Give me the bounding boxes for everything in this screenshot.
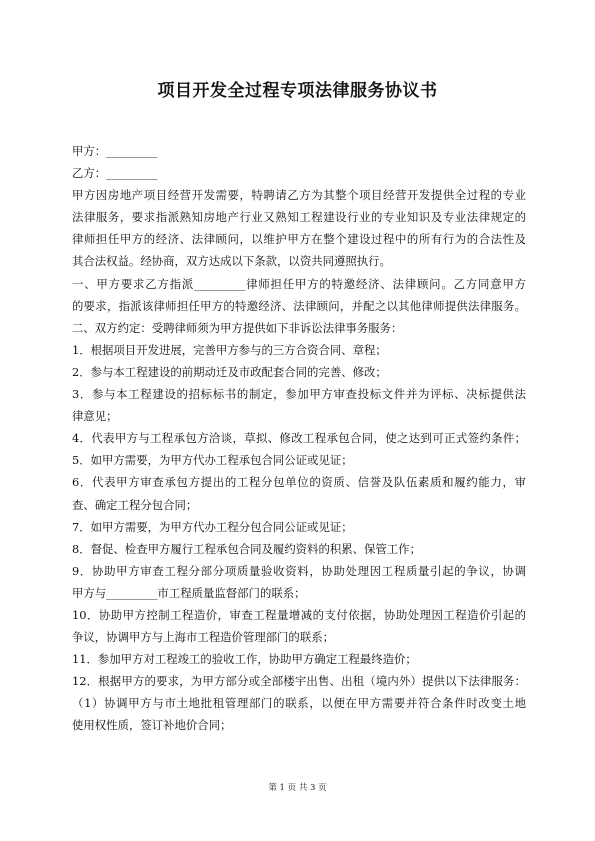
list-item-continuation: 甲方与_________市工程质量监督部门的联系；: [72, 585, 306, 600]
list-item: 4．代表甲方与工程承包方洽谈，草拟、修改工程承包合同，使之达到可正式签约条件；: [72, 431, 526, 446]
list-item-continuation: 争议，协调甲方与上海市工程造价管理部门的联系；: [72, 630, 334, 645]
clause-two-heading: 二、双方约定：受聘律师须为甲方提供如下非诉讼法律事务服务：: [72, 320, 403, 335]
page-footer: 第 1 页 共 3 页: [268, 783, 327, 793]
list-item-continuation: 查、确定工程分包合同；: [72, 497, 198, 512]
document-title: 项目开发全过程专项法律服务协议书: [157, 81, 438, 101]
list-item: 6．代表甲方审查承包方提出的工程分包单位的资质、信誉及队伍素质和履约能力，审: [72, 475, 526, 490]
list-item: 10．协助甲方控制工程造价，审查工程量增减的支付依据，协助处理因工程造价引起的: [72, 607, 526, 622]
body-line: 甲方因房地产项目经营开发需要，特聘请乙方为其整个项目经营开发提供全过程的专业: [72, 188, 526, 203]
list-item: 1．根据项目开发进展，完善甲方参与的三方合资合同、章程；: [72, 342, 387, 357]
clause-one-line: 的要求，指派该律师担任甲方的特邀经济、法律顾问，并配之以其他律师提供法律服务。: [72, 298, 526, 313]
document-body: [72, 140, 526, 737]
body-line: 律师担任甲方的经济、法律顾问，以维护甲方在整个建设过程中的所有行为的合法性及: [72, 232, 526, 247]
list-item: 2．参与本工程建设的前期动迁及市政配套合同的完善、修改；: [72, 364, 387, 379]
body-line: 法律服务，要求指派熟知房地产行业又熟知工程建设行业的专业知识及专业法律规定的: [72, 210, 526, 225]
sub-item-continuation: 使用权性质，签订补地价合同；: [72, 718, 232, 733]
list-item: 9．协助甲方审查工程分部分项质量验收资料，协助处理因工程质量引起的争议，协调: [72, 563, 526, 578]
list-item: 5．如甲方需要，为甲方代办工程承包合同公证或见证；: [72, 453, 353, 468]
sub-item: （1）协调甲方与市土地批租管理部门的联系，以便在甲方需要并符合条件时改变土地: [72, 696, 526, 711]
body-line: 其合法权益。经协商，双方达成以下条款，以资共同遵照执行。: [72, 254, 391, 269]
party-a-line: 甲方：_________: [72, 144, 158, 158]
list-item: 8．督促、检查甲方履行工程承包合同及履约资料的积累、保管工作；: [72, 541, 421, 556]
list-item: 11．参加甲方对工程竣工的验收工作，协助甲方确定工程最终造价；: [72, 652, 417, 667]
list-item: 12．根据甲方的要求，为甲方部分或全部楼宇出售、出租（境内外）提供以下法律服务：: [72, 674, 526, 689]
clause-one-line: 一、甲方要求乙方指派_________律师担任甲方的特邀经济、法律顾问。乙方同意甲方: [72, 276, 526, 291]
party-b-line: 乙方：_________: [72, 166, 158, 181]
list-item: 7．如甲方需要，为甲方代办工程分包合同公证或见证；: [72, 519, 353, 534]
list-item: 3．参与本工程建设的招标标书的制定，参加甲方审查投标文件并为评标、决标提供法: [72, 387, 526, 402]
list-item-continuation: 律意见；: [72, 409, 118, 424]
